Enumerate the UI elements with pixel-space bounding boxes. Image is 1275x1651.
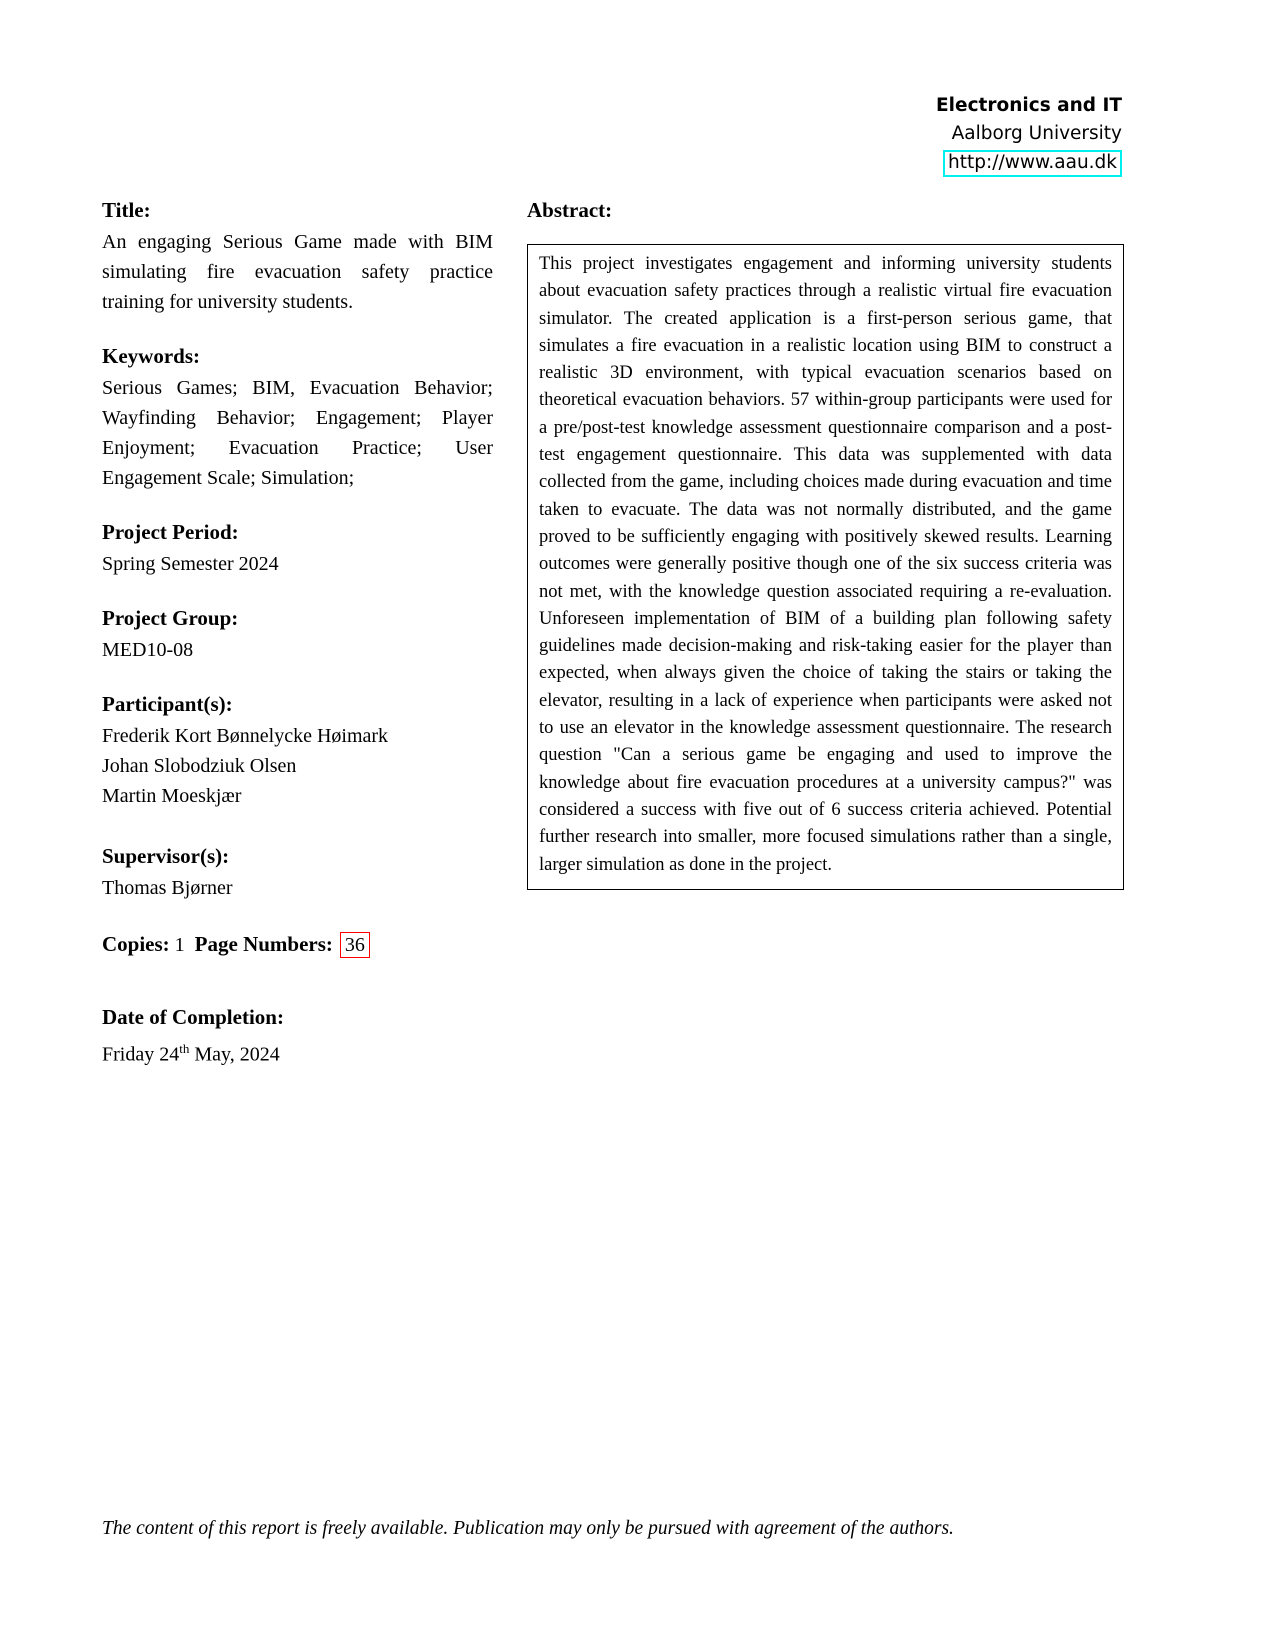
- date-ordinal-superscript: th: [179, 1041, 190, 1056]
- copies-label: Copies:: [102, 932, 170, 956]
- participant-name: Johan Slobodziuk Olsen: [102, 755, 297, 777]
- date-label: Date of Completion:: [102, 1005, 284, 1029]
- institution-header: [936, 92, 1122, 177]
- title-section: [102, 197, 493, 317]
- department-name: Electronics and IT: [936, 95, 1122, 116]
- metadata-column: [102, 197, 493, 1096]
- university-name: Aalborg University: [951, 123, 1122, 144]
- participants-label: Participant(s):: [102, 692, 233, 716]
- title-label: Title:: [102, 198, 151, 222]
- date-value: Friday 24th May, 2024: [102, 1041, 280, 1066]
- project-period-section: [102, 519, 493, 579]
- keywords-label: Keywords:: [102, 344, 200, 368]
- project-group-value: MED10-08: [102, 639, 194, 661]
- supervisor-name: Thomas Bjørner: [102, 877, 233, 899]
- participant-name: Frederik Kort Bønnelycke Høimark: [102, 725, 389, 747]
- keywords-text: Serious Games; BIM, Evacuation Behavior; Wayfinding Behavior; Engagement; Player Enjoyment; Evacuation Practice; User Engagement Scale; Simulation;: [102, 377, 493, 489]
- project-period-label: Project Period:: [102, 520, 239, 544]
- participants-section: [102, 691, 493, 811]
- project-period-value: Spring Semester 2024: [102, 553, 279, 575]
- date-of-completion-section: [102, 1004, 493, 1070]
- keywords-section: [102, 343, 493, 493]
- project-group-label: Project Group:: [102, 606, 239, 630]
- participant-name: Martin Moeskjær: [102, 785, 242, 807]
- copies-value: 1: [174, 934, 185, 956]
- abstract-column: [527, 197, 1124, 890]
- university-url-link[interactable]: http://www.aau.dk: [943, 150, 1122, 177]
- page-numbers-link[interactable]: 36: [340, 932, 370, 958]
- abstract-label: Abstract:: [527, 198, 613, 222]
- supervisors-label: Supervisor(s):: [102, 844, 230, 868]
- page-numbers-label: Page Numbers:: [194, 932, 333, 956]
- report-title: An engaging Serious Game made with BIM simulating fire evacuation safety practice training for university students.: [102, 231, 493, 313]
- abstract-text: This project investigates engagement and informing university students about evacuation safety practices through a realistic virtual fire evacuation simulator. The created application is a first-person serious game, that simulates a fire evacuation in a realistic location using BIM to construct a realistic 3D environment, with typical evacuation scenarios based on theoretical evacuation behaviors. 57 within-group participants were used for a pre/post-test knowledge assessment questionnaire comparison and a post-test engagement questionnaire. This data was supplemented with data collected from the game, including choices made during evacuation and time taken to evacuate. The data was not normally distributed, and the game proved to be sufficiently engaging with positively skewed results. Learning outcomes were generally positive though one of the six success criteria was not met, with the knowledge question associated requiring a re-evaluation. Unforeseen implementation of BIM of a building plan following safety guidelines made decision-making and risk-taking easier for the player than expected, when always given the choice of taking the stairs or taking the elevator, resulting in a lack of experience when participants were asked not to use an elevator in the knowledge assessment questionnaire. The research question "Can a serious game be engaging and used to improve the knowledge about fire evacuation procedures at a university campus?" was considered a success with five out of 6 success criteria achieved. Potential further research into smaller, more focused simulations rather than a single, larger simulation as done in the project.: [539, 254, 1112, 875]
- project-group-section: [102, 605, 493, 665]
- supervisors-section: [102, 843, 493, 903]
- abstract-box: [527, 244, 1124, 890]
- copies-pagenumbers-line: [102, 929, 493, 960]
- availability-notice: The content of this report is freely available. Publication may only be pursued with agreement of the authors.: [102, 1518, 954, 1539]
